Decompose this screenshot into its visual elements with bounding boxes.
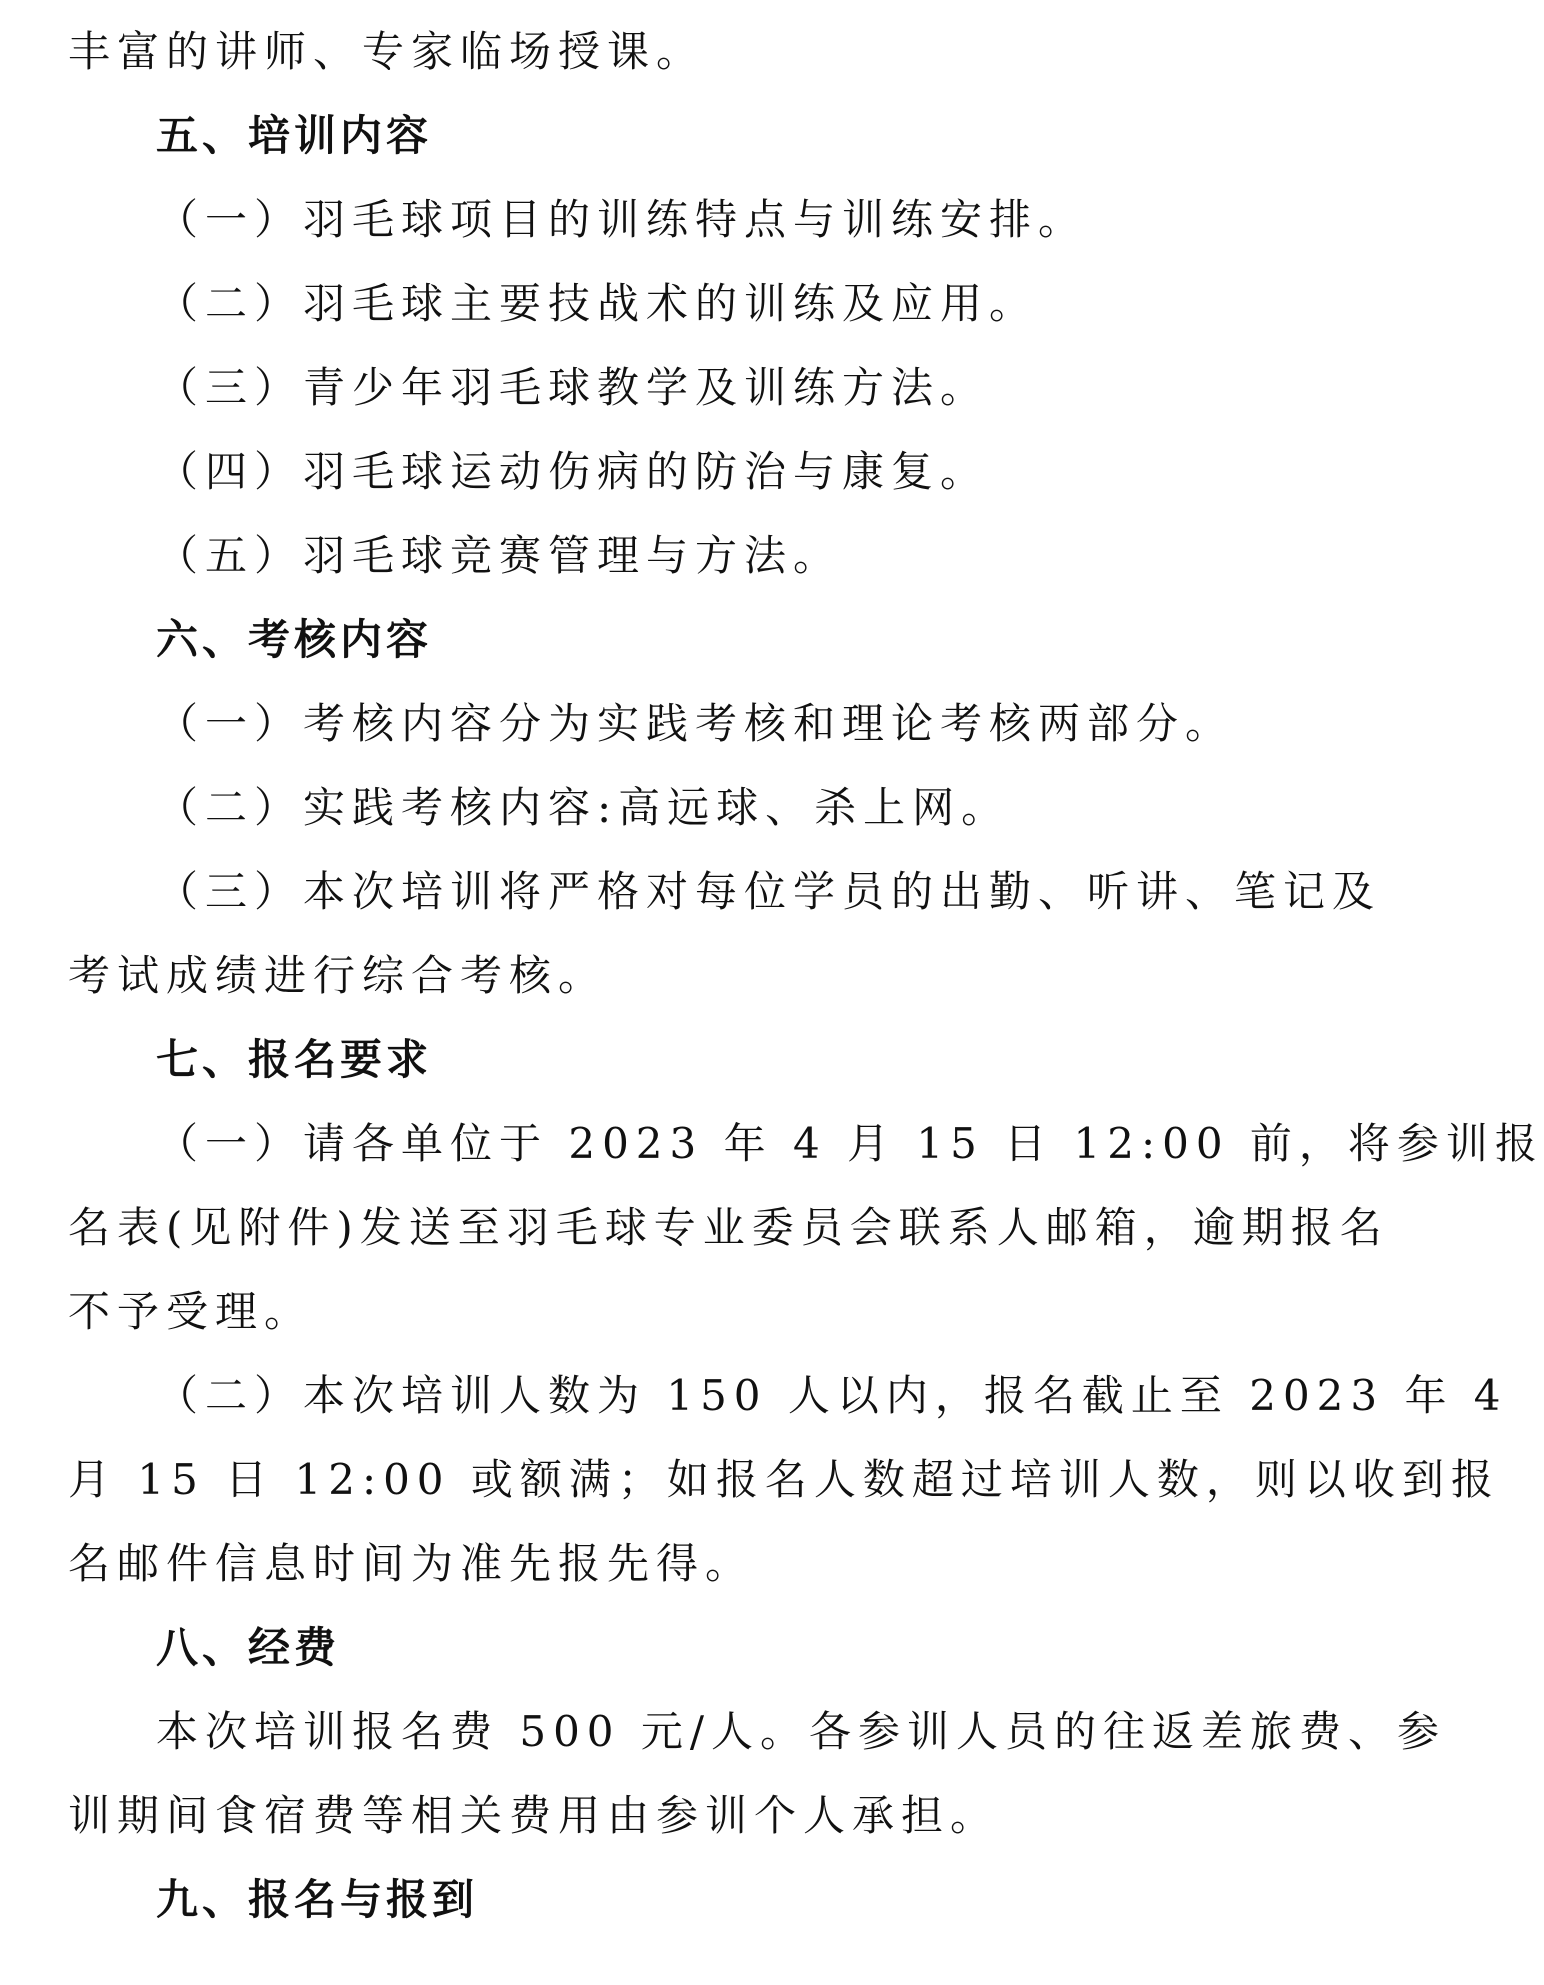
- section-heading-5: 五、培训内容: [156, 111, 433, 160]
- paragraph-line: 本次培训报名费 500 元/人。各参训人员的往返差旅费、参: [156, 1707, 1447, 1756]
- list-item: （二）实践考核内容:高远球、杀上网。: [156, 783, 1011, 832]
- section-heading-9: 九、报名与报到: [156, 1875, 479, 1924]
- text-line: 训期间食宿费等相关费用由参训个人承担。: [68, 1791, 1000, 1840]
- text-line: 月 15 日 12:00 或额满；如报名人数超过培训人数，则以收到报: [68, 1455, 1500, 1504]
- list-item: （一）考核内容分为实践考核和理论考核两部分。: [156, 699, 1235, 748]
- list-item: （二）羽毛球主要技战术的训练及应用。: [156, 279, 1039, 328]
- list-item: （三）本次培训将严格对每位学员的出勤、听讲、笔记及: [156, 867, 1382, 916]
- text-line: 考试成绩进行综合考核。: [68, 951, 608, 1000]
- section-heading-8: 八、经费: [156, 1623, 341, 1672]
- text-line: 名邮件信息时间为准先报先得。: [68, 1539, 755, 1588]
- list-item: （三）青少年羽毛球教学及训练方法。: [156, 363, 990, 412]
- section-heading-7: 七、报名要求: [156, 1035, 433, 1084]
- list-item: （一）羽毛球项目的训练特点与训练安排。: [156, 195, 1088, 244]
- text-line: 丰富的讲师、专家临场授课。: [68, 27, 706, 76]
- text-line: 名表(见附件)发送至羽毛球专业委员会联系人邮箱，逾期报名: [68, 1203, 1389, 1252]
- list-item: （四）羽毛球运动伤病的防治与康复。: [156, 447, 990, 496]
- text-line: 不予受理。: [68, 1287, 314, 1336]
- list-item: （五）羽毛球竞赛管理与方法。: [156, 531, 843, 580]
- section-heading-6: 六、考核内容: [156, 615, 433, 664]
- list-item: （一）请各单位于 2023 年 4 月 15 日 12:00 前，将参训报: [156, 1119, 1544, 1168]
- list-item: （二）本次培训人数为 150 人以内，报名截止至 2023 年 4: [156, 1371, 1508, 1420]
